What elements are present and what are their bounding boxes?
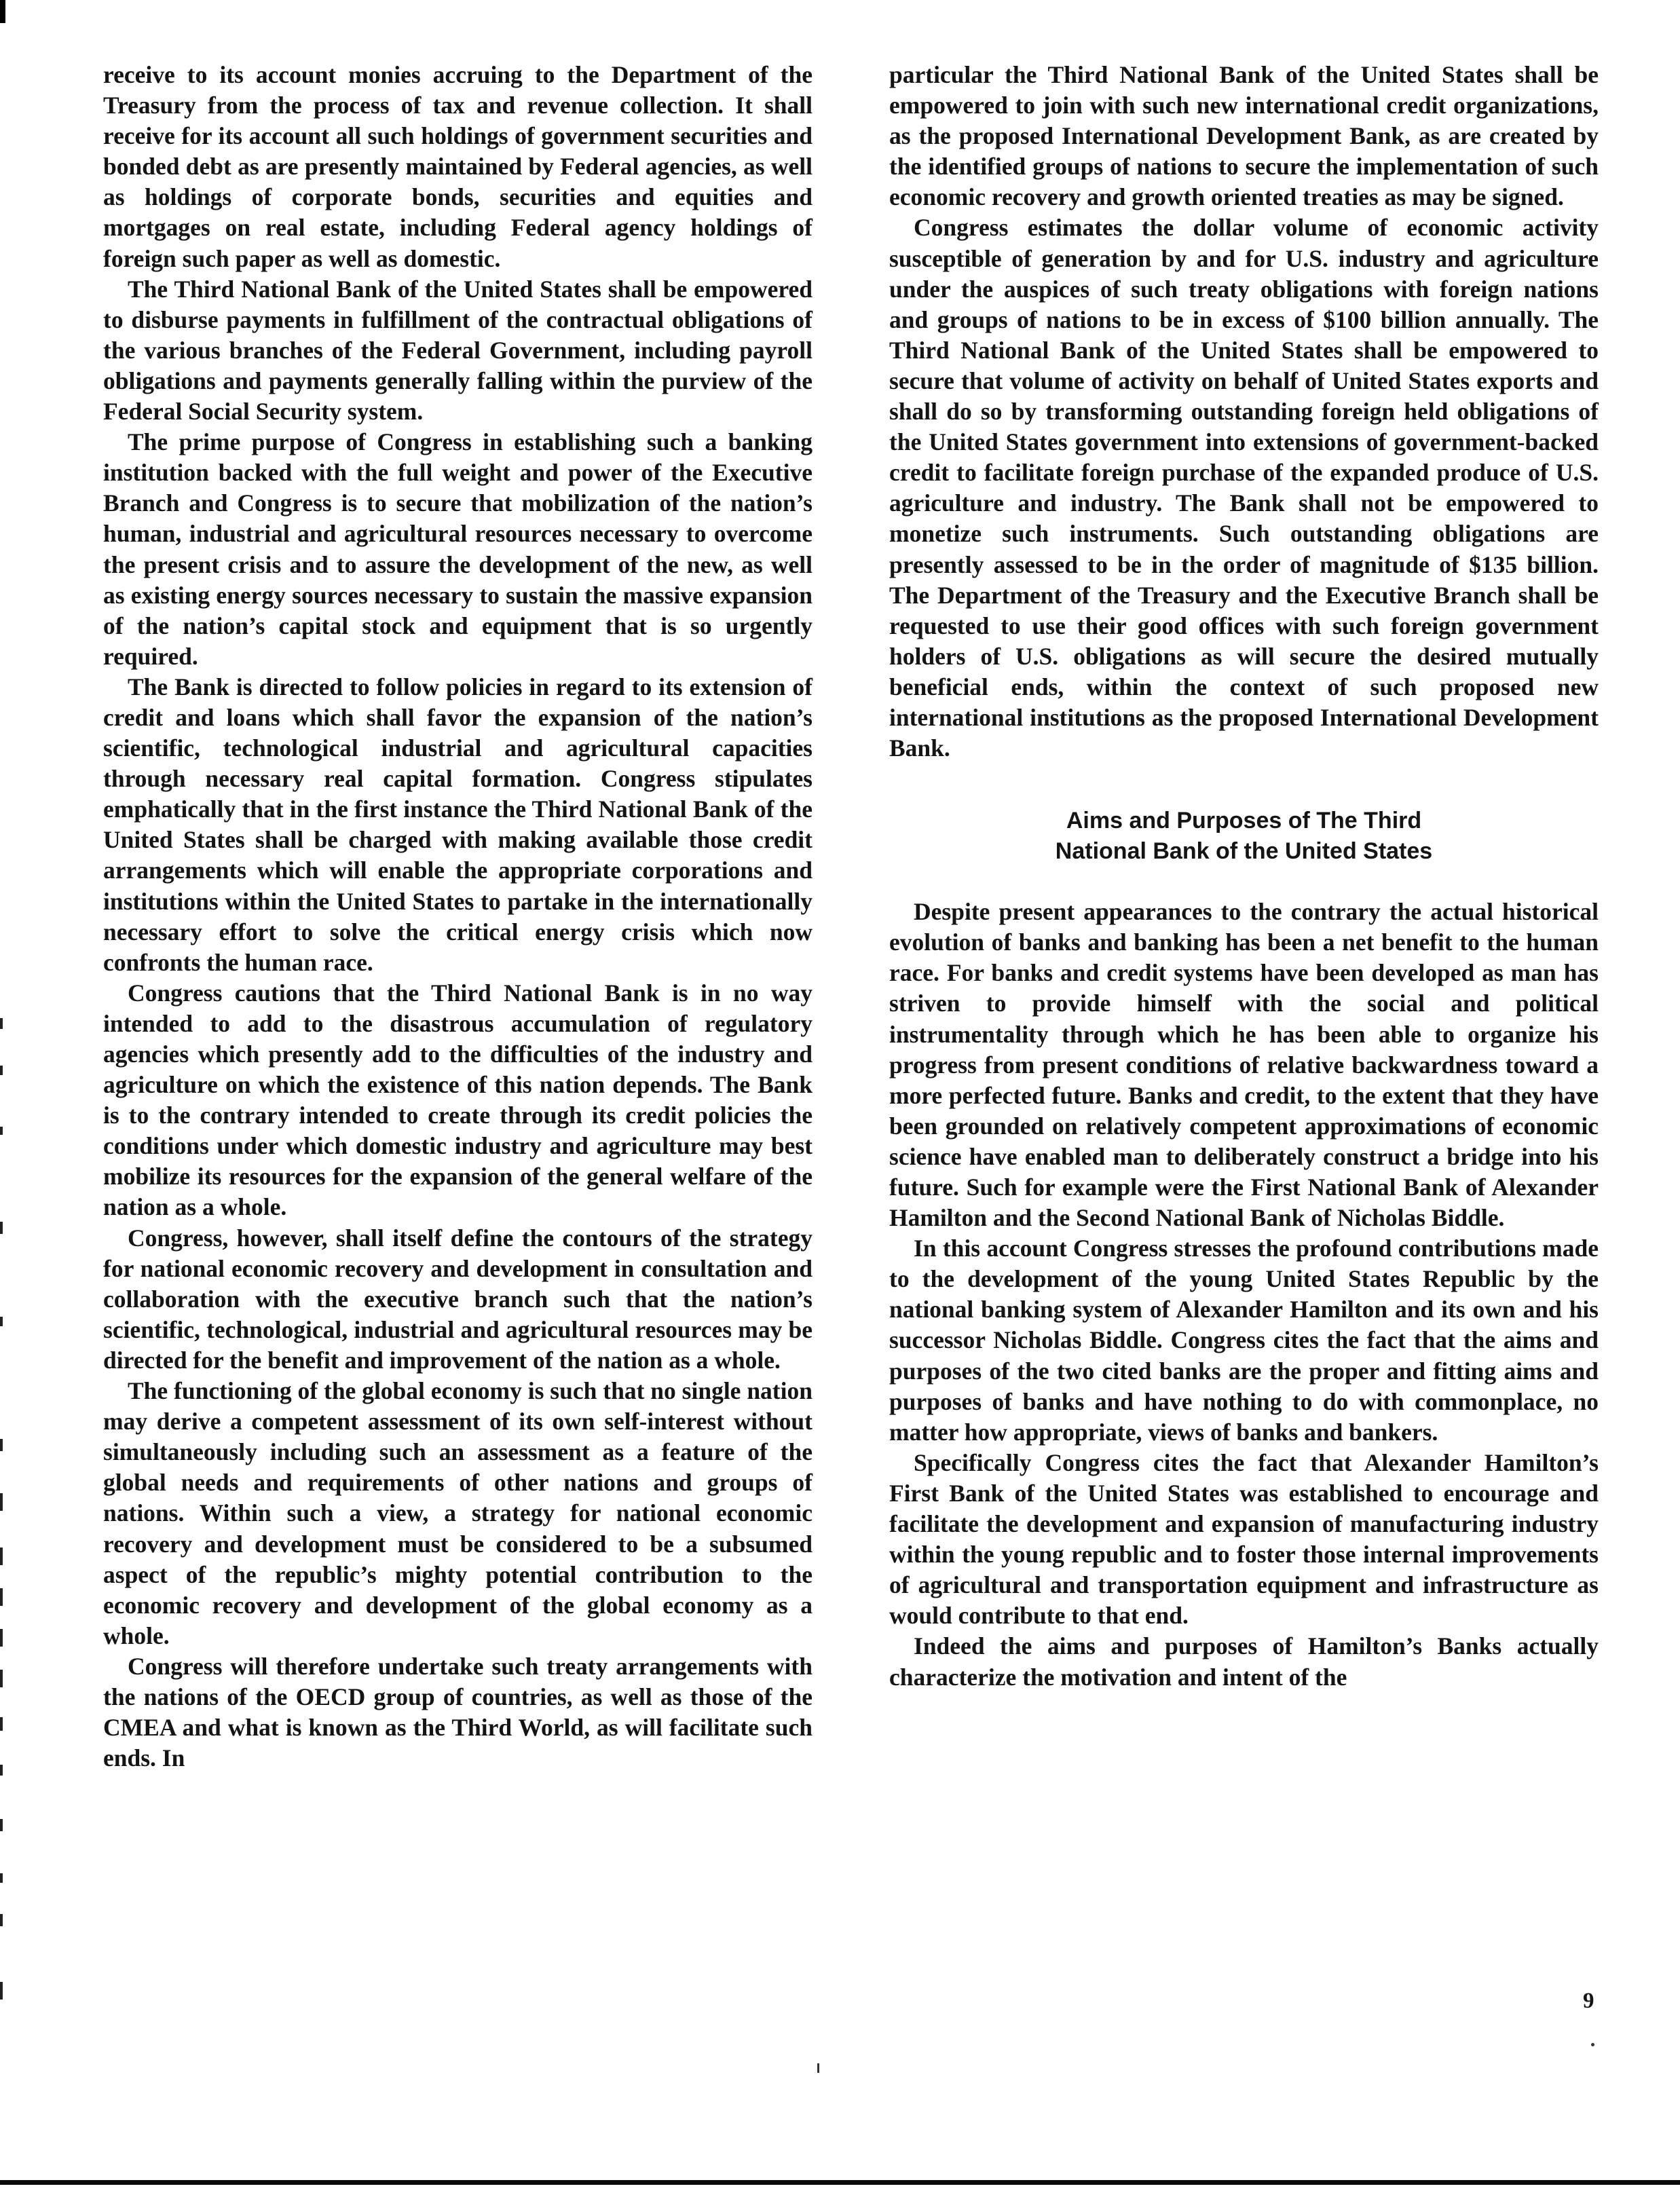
scan-speck [817, 2063, 819, 2073]
right-text-column [889, 60, 1599, 1693]
scan-edge-mark [0, 0, 5, 23]
body-paragraph: particular the Third National Bank of the United States shall be empowered to join with such new international credit organizations, as the proposed International Development Bank, as are created by the identified groups of nations to secure the implementation of such economic recovery and growth oriented treaties as may be signed. [889, 61, 1599, 211]
page-number: 9 [1583, 1989, 1594, 2013]
body-paragraph: The Third National Bank of the United States shall be empowered to disburse payments in fulfillment of the contractual obligations of the various branches of the Federal Government, including payroll obligations and payments generally falling within the purview of the Federal Social Security system. [103, 275, 813, 426]
section-heading-line: National Bank of the United States [1055, 838, 1433, 865]
body-paragraph: Congress cautions that the Third National Bank is in no way intended to add to the disastrous accumulation of regulatory agencies which presently add to the difficulties of the industry and agriculture on which the existence of this nation depends. The Bank is to the contrary intended to create through its credit policies the conditions under which domestic industry and agriculture may best mobilize its resources for the expansion of the general welfare of the nation as a whole. [103, 979, 813, 1221]
body-paragraph: receive to its account monies accruing to the Department of the Treasury from the process of tax and revenue collection. It shall receive for its account all such holdings of government securities and bonded debt as are presently maintained by Federal agencies, as well as holdings of corporate bonds, securities and equities and mortgages on real estate, including Federal agency holdings of foreign such paper as well as domestic. [103, 61, 813, 272]
body-paragraph: Congress estimates the dollar volume of economic activity susceptible of generation by and for U.S. industry and agriculture under the auspices of such treaty obligations with foreign nations and groups of nations to be in excess of $100 billion annually. The Third National Bank of the United States shall be empowered to secure that volume of activity on behalf of United States exports and shall do so by transforming outstanding foreign held obligations of the United States government into extensions of government-backed credit to facilitate foreign purchase of the expanded produce of U.S. agriculture and industry. The Bank shall not be empowered to monetize such instruments. Such outstanding obligations are presently assessed to be in the order of magnitude of $135 billion. The Department of the Treasury and the Executive Branch shall be requested to use their good offices with such foreign government holders of U.S. obligations as will secure the desired mutually beneficial ends, within the context of such proposed new international institutions as the proposed International Development Bank. [889, 214, 1599, 762]
scan-speck [1591, 2043, 1594, 2046]
body-paragraph: Indeed the aims and purposes of Hamilton’s Banks actually characterize the motivation and intent of the [889, 1632, 1599, 1691]
body-paragraph: Congress, however, shall itself define the contours of the strategy for national economic recovery and development in consultation and collaboration with the executive branch such that the nation’s scientific, technological, industrial and agricultural resources may be directed for the benefit and improvement of the nation as a whole. [103, 1224, 813, 1374]
section-heading-line: Aims and Purposes of The Third [1066, 808, 1422, 834]
body-paragraph: In this account Congress stresses the profound contributions made to the development of the young United States Republic by the national banking system of Alexander Hamilton and its own and his successor Nicholas Biddle. Congress cites the fact that the aims and purposes of the two cited banks are the proper and fitting aims and purposes of banks and have nothing to do with commonplace, no matter how appropriate, views of banks and bankers. [889, 1235, 1599, 1446]
body-paragraph: The functioning of the global economy is such that no single nation may derive a competent assessment of its own self-interest without simultaneously including such an assessment as a feature of the global needs and requirements of other nations and groups of nations. Within such a view, a strategy for national economic recovery and development must be considered to be a subsumed aspect of the republic’s mighty potential contribution to the economic recovery and development of the global economy as a whole. [103, 1377, 813, 1649]
body-paragraph: The prime purpose of Congress in establishing such a banking institution backed with the full weight and power of the Executive Branch and Congress is to secure that mobilization of the nation’s human, industrial and agricultural resources necessary to overcome the present crisis and to assure the development of the new, as well as existing energy sources necessary to sustain the massive expansion of the nation’s capital stock and equipment that is so urgently required. [103, 428, 813, 670]
body-paragraph: Specifically Congress cites the fact that Alexander Hamilton’s First Bank of the United States was established to encourage and facilitate the development and expansion of manufacturing industry within the young republic and to foster those internal improvements of agricultural and transportation equipment and infrastructure as would contribute to that end. [889, 1448, 1599, 1630]
bottom-rule [0, 2180, 1680, 2185]
left-text-column [103, 60, 813, 1774]
body-paragraph: The Bank is directed to follow policies in regard to its extension of credit and loans which shall favor the expansion of the nation’s scientific, technological industrial and agricultural capacities through necessary real capital formation. Congress stipulates emphatically that in the first instance the Third National Bank of the United States shall be charged with making available those credit arrangements which will enable the appropriate corporations and institutions within the United States to partake in the internationally necessary effort to solve the critical energy crisis which now confronts the human race. [103, 673, 813, 976]
body-paragraph: Congress will therefore undertake such treaty arrangements with the nations of the OECD group of countries, as well as those of the CMEA and what is known as the Third World, as will facilitate such ends. In [103, 1652, 813, 1772]
body-paragraph: Despite present appearances to the contrary the actual historical evolution of banks and banking has been a net benefit to the human race. For banks and credit systems have been developed as man has striven to provide himself with the social and political instrumentality through which he has been able to organize his progress from present conditions of relative backwardness toward a more perfected future. Banks and credit, to the extent that they have been grounded on relatively competent approximations of economic science have enabled man to deliberately construct a bridge into his future. Such for example were the First National Bank of Alexander Hamilton and the Second National Bank of Nicholas Biddle. [889, 898, 1599, 1232]
section-heading [889, 806, 1599, 867]
gutter-scan-marks [0, 1018, 20, 2050]
